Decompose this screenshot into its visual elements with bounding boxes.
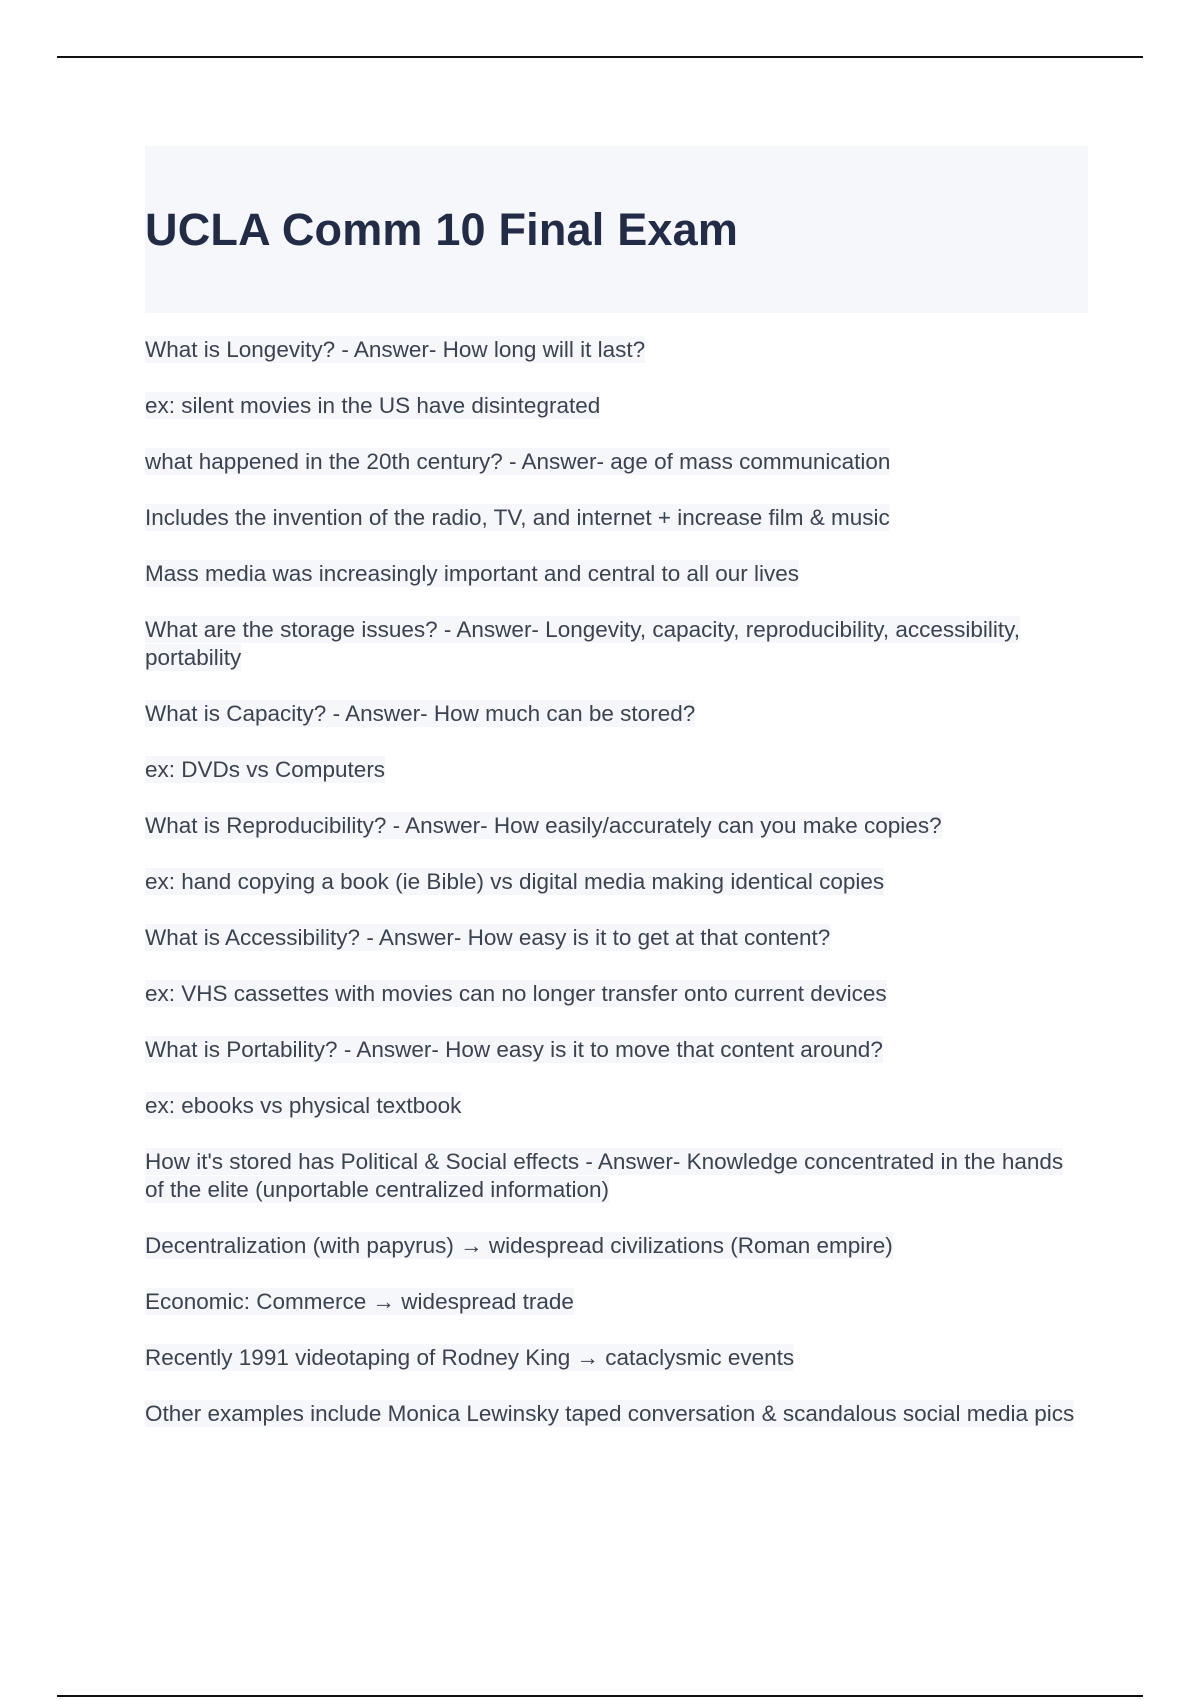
paragraph-text: What is Portability? - Answer- How easy is it to move that content around? [145, 1036, 883, 1062]
paragraph [145, 560, 1085, 588]
paragraph-text: What are the storage issues? - Answer- Longevity, capacity, reproducibility, accessibility, portability [145, 616, 1020, 670]
paragraph-text: what happened in the 20th century? - Answer- age of mass communication [145, 448, 891, 474]
paragraph-text: ex: hand copying a book (ie Bible) vs digital media making identical copies [145, 868, 885, 894]
bottom-divider [57, 1695, 1143, 1697]
paragraph-text: Includes the invention of the radio, TV, and internet + increase film & music [145, 504, 890, 530]
paragraph [145, 1036, 1085, 1064]
paragraph-text: What is Reproducibility? - Answer- How easily/accurately can you make copies? [145, 812, 942, 838]
paragraph [145, 448, 1085, 476]
paragraph [145, 980, 1085, 1008]
paragraph-text: Mass media was increasingly important and central to all our lives [145, 560, 800, 586]
paragraph [145, 700, 1085, 728]
paragraph-text: ex: silent movies in the US have disintegrated [145, 392, 601, 418]
paragraph [145, 1400, 1085, 1428]
paragraph [145, 1288, 1085, 1316]
paragraph-text: Recently 1991 videotaping of Rodney King → cataclysmic events [145, 1344, 795, 1370]
top-divider [57, 56, 1143, 58]
paragraph [145, 616, 1085, 672]
document-title: UCLA Comm 10 Final Exam [145, 204, 739, 255]
paragraph [145, 1232, 1085, 1260]
document-body [145, 313, 1085, 1456]
paragraph [145, 756, 1085, 784]
paragraph [145, 1148, 1085, 1204]
paragraph-text: ex: VHS cassettes with movies can no longer transfer onto current devices [145, 980, 887, 1006]
paragraph [145, 336, 1085, 364]
paragraph [145, 1344, 1085, 1372]
paragraph-text: Economic: Commerce → widespread trade [145, 1288, 574, 1314]
paragraph-text: ex: DVDs vs Computers [145, 756, 386, 782]
paragraph-text: ex: ebooks vs physical textbook [145, 1092, 462, 1118]
paragraph-text: Other examples include Monica Lewinsky taped conversation & scandalous social media pics [145, 1400, 1075, 1426]
paragraph-text: Decentralization (with papyrus) → widespread civilizations (Roman empire) [145, 1232, 893, 1258]
paragraph-text: What is Longevity? - Answer- How long will it last? [145, 336, 646, 362]
paragraph [145, 868, 1085, 896]
paragraph [145, 504, 1085, 532]
paragraph-text: What is Accessibility? - Answer- How easy is it to get at that content? [145, 924, 831, 950]
paragraph [145, 924, 1085, 952]
paragraph [145, 812, 1085, 840]
paragraph-text: How it's stored has Political & Social effects - Answer- Knowledge concentrated in the hands of the elite (unportable centralized information) [145, 1148, 1064, 1202]
paragraph-text: What is Capacity? - Answer- How much can be stored? [145, 700, 696, 726]
paragraph [145, 1092, 1085, 1120]
paragraph [145, 392, 1085, 420]
title-banner [145, 146, 1088, 313]
